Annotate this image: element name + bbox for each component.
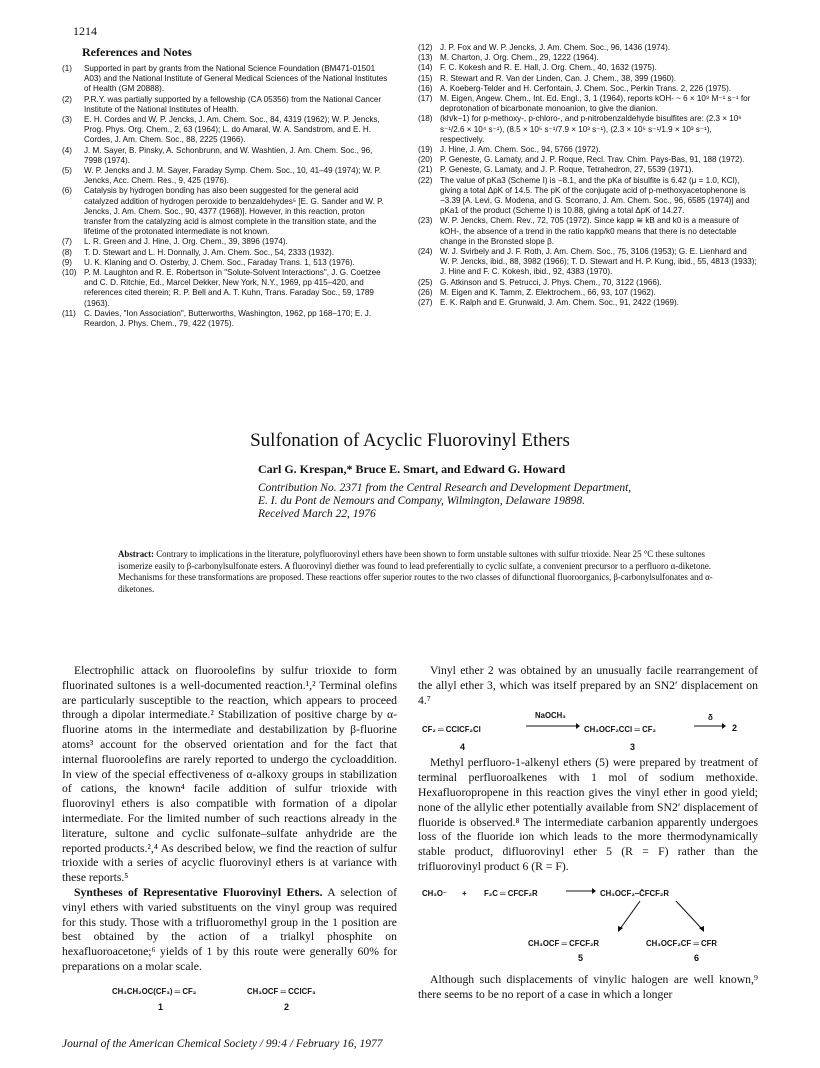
reference-text: U. K. Klaning and O. Osterby, J. Chem. Soc., Faraday Trans. 1, 513 (1976). xyxy=(84,257,355,267)
reference-item xyxy=(62,64,392,95)
reference-item xyxy=(418,145,758,155)
reference-item xyxy=(62,146,392,166)
reference-text: (kh/k−1) for p-methoxy-, p-chloro-, and p-nitrobenzaldehyde bisulfites are: (2.3 × 10⁶ s⁻¹/2.6 × 10⁴ s⁻¹), (8.5 × 10⁵ s⁻¹/7.9 × 10³ s⁻¹), (2.3 × 10⁵ s⁻¹/1.9 × 10³ s⁻¹), respectively. xyxy=(440,114,742,144)
reference-text: R. Stewart and R. Van der Linden, Can. J. Chem., 38, 399 (1960). xyxy=(440,73,677,83)
compound-1-formula: CH₃CH₂OC(CF₃) ═ CF₂ xyxy=(112,986,197,996)
reference-number: (15) xyxy=(418,73,433,83)
reference-number: (23) xyxy=(418,216,433,226)
references-heading: References and Notes xyxy=(82,45,192,59)
reference-number: (13) xyxy=(418,53,433,63)
reference-item xyxy=(418,247,758,278)
compound-number: 2 xyxy=(732,723,738,734)
reagent-label: NaOCH₃ xyxy=(535,711,566,721)
authors: Carl G. Krespan,* Bruce E. Smart, and Edward G. Howard xyxy=(258,462,566,476)
reference-number: (3) xyxy=(62,115,72,125)
reference-number: (8) xyxy=(62,247,72,257)
reference-number: (6) xyxy=(62,186,72,196)
contribution-line: Contribution No. 2371 from the Central Research and Development Department, xyxy=(258,482,632,494)
reference-number: (2) xyxy=(62,94,72,104)
branch-arrows xyxy=(598,899,748,933)
reference-number: (24) xyxy=(418,247,433,257)
reference-text: J. Hine, J. Am. Chem. Soc., 94, 5766 (1972). xyxy=(440,145,601,155)
reference-text: The value of pKa3 (Scheme I) is −8.1, and the pKa of bisulfite is 6.42 (μ = 1.0, KCl), giving a total ΔpK of 14.5. The pK of the conjugate acid of p-methoxyacetophenone is −3.39 [A. Levi, G. Modena, and G. Scorrano, J. Am. Chem. Soc., 96, 6585 (1974)] and pKa1 of the product (Scheme I) is 10.88, giving a total ΔpK of 14.27. xyxy=(440,175,750,216)
journal-footer: Journal of the American Chemical Society / 99:4 / February 16, 1977 xyxy=(62,1038,383,1050)
reference-number: (7) xyxy=(62,237,72,247)
body-left-column xyxy=(62,664,397,1013)
reference-number: (1) xyxy=(62,64,72,73)
reference-number: (12) xyxy=(418,43,433,52)
abstract xyxy=(118,549,718,595)
reference-text: P. M. Laughton and R. E. Robertson in "Solute-Solvent Interactions", J. G. Coetzee and C. D. Ritchie, Ed., Marcel Dekker, New York, N.Y., 1969, pp 415–420, and references cited therein; R. P. Bell and A. T. Kuhn, Trans. Faraday Soc., 59, 1789 (1963). xyxy=(84,268,381,308)
reference-item xyxy=(418,63,758,73)
reference-item xyxy=(418,94,758,114)
reference-item xyxy=(62,186,392,237)
body-paragraph: Vinyl ether 2 was obtained by an unusually facile rearrangement of the allyl ether 3, which was itself prepared by an SN2′ displacement on 4.⁷ xyxy=(418,664,758,707)
reference-number: (4) xyxy=(62,145,72,155)
compound-number: 2 xyxy=(284,1001,290,1012)
abstract-label: Abstract: xyxy=(118,549,154,559)
article-title: Sulfonation of Acyclic Fluorovinyl Ethers xyxy=(250,430,570,451)
reference-text: W. P. Jencks, Chem. Rev., 72, 705 (1972). Since kapp ≅ kB and k0 is a measure of kOH-, the absence of a trend in the ratio kapp/k0 means that there is no detectable change in the Bronsted slope β. xyxy=(440,216,739,246)
reference-text: E. H. Cordes and W. P. Jencks, J. Am. Chem. Soc., 84, 4319 (1962); W. P. Jencks, Prog. Phys. Org. Chem., 2, 63 (1964); L. do Amaral, W. A. Sandstrom, and E. H. Cordes, J. Am. Chem. Soc., 88, 2225 (1966). xyxy=(84,115,380,145)
references-left-column xyxy=(62,64,392,329)
reference-item xyxy=(418,84,758,94)
body-right-column xyxy=(418,664,758,1002)
reaction-arrow xyxy=(566,886,596,896)
reference-item xyxy=(62,248,392,258)
reference-item xyxy=(62,268,392,309)
scheme-compounds-1-2 xyxy=(62,981,397,1013)
reference-text: G. Atkinson and S. Petrucci, J. Phys. Chem., 70, 3122 (1966). xyxy=(440,277,662,287)
reference-item xyxy=(418,216,758,247)
reference-number: (16) xyxy=(418,83,433,93)
page-number: 1214 xyxy=(73,24,97,38)
methoxide-ion: CH₃O⁻ xyxy=(422,888,448,898)
reference-number: (27) xyxy=(418,298,433,308)
reference-text: M. Eigen and K. Tamm, Z. Elektrochem., 66, 93, 107 (1962). xyxy=(440,287,656,297)
carbanion-intermediate: CH₃OCF₂–C̄FCF₂R xyxy=(600,888,670,898)
reference-number: (10) xyxy=(62,268,77,278)
reference-number: (18) xyxy=(418,114,433,124)
scheme-allyl-ether xyxy=(418,708,758,756)
reference-text: E. K. Ralph and E. Grunwald, J. Am. Chem. Soc., 91, 2422 (1969). xyxy=(440,298,679,308)
reference-text: P. Geneste, G. Lamaty, and J. P. Roque, Recl. Trav. Chim. Pays-Bas, 91, 188 (1972). xyxy=(440,155,745,165)
reference-text: L. R. Green and J. Hine, J. Org. Chem., 39, 3896 (1974). xyxy=(84,237,288,247)
compound-number: 1 xyxy=(158,1001,164,1012)
references-right-column xyxy=(418,43,758,308)
reference-number: (26) xyxy=(418,287,433,297)
plus-sign: + xyxy=(462,888,467,898)
arrow-label: δ xyxy=(708,713,713,723)
reference-text: W. P. Jencks and J. M. Sayer, Faraday Symp. Chem. Soc., 10, 41–49 (1974); W. P. Jencks, Acc. Chem. Res., 9, 425 (1976). xyxy=(84,166,382,186)
contribution-line: E. I. du Pont de Nemours and Company, Wilmington, Delaware 19898. xyxy=(258,495,585,507)
compound-5-formula: CH₃OCF ═ CFCF₂R xyxy=(528,938,600,948)
reference-number: (14) xyxy=(418,63,433,73)
reference-item xyxy=(62,166,392,186)
reference-number: (5) xyxy=(62,166,72,176)
reference-number: (11) xyxy=(62,308,76,318)
reference-text: Catalysis by hydrogen bonding has also been suggested for the general acid catalyzed addition of hydrogen peroxide to benzaldehydes⁵ [E. G. Sander and W. P. Jencks, J. Am. Chem. Soc., 90, 4377 (1968)]. However, in this reaction, proton transfer from the catalyzing acid is almost complete in the transition state, and the lifetime of the protonated intermediate is not known. xyxy=(84,186,384,237)
reference-item xyxy=(418,288,758,298)
reference-text: J. P. Fox and W. P. Jencks, J. Am. Chem. Soc., 96, 1436 (1974). xyxy=(440,43,671,52)
reaction-arrow xyxy=(526,721,580,731)
reference-item xyxy=(62,115,392,146)
compound-4-formula: CF₂ ═ CClCF₂Cl xyxy=(422,725,481,735)
reference-number: (21) xyxy=(418,165,433,175)
perfluoroalkene: F₂C ═ CFCF₂R xyxy=(484,888,538,898)
compound-number: 3 xyxy=(630,742,636,753)
received-date: Received March 22, 1976 xyxy=(258,508,376,520)
reference-text: A. Koeberg-Telder and H. Cerfontain, J. Chem. Soc., Perkin Trans. 2, 226 (1975). xyxy=(440,83,732,93)
reference-item xyxy=(418,53,758,63)
reference-item xyxy=(418,176,758,217)
compound-number: 5 xyxy=(578,952,584,963)
compound-number: 4 xyxy=(460,742,466,753)
reference-text: C. Davies, "Ion Association", Butterworths, Washington, 1962, pp 168–170; E. J. Reardon, J. Phys. Chem., 79, 422 (1975). xyxy=(84,308,372,329)
scheme-numbers xyxy=(418,952,758,973)
reference-item xyxy=(418,114,758,145)
reference-number: (9) xyxy=(62,257,72,267)
reference-text: P.R.Y. was partially supported by a fellowship (CA 05356) from the National Cancer Institute of the National Institutes of Health. xyxy=(84,94,382,114)
abstract-text: Contrary to implications in the literature, polyfluorovinyl ethers have been shown to form unstable sultones with sulfur trioxide. Near 25 °C these sultones isomerize easily to β-carbonylsulfonate esters. A fluorovinyl diether was found to lead preferentially to cyclic sulfate, a convenient precursor to a perfluoro α-diketone. Mechanisms for these transformations are proposed. These reactions offer superior routes to the two classes of difunctional fluoroorganics, β-carbonylsulfonates and α-diketones. xyxy=(118,549,713,594)
reference-item xyxy=(418,74,758,84)
body-paragraph: Methyl perfluoro-1-alkenyl ethers (5) were prepared by treatment of terminal perfluoroalkenes with 1 mol of sodium methoxide. Hexafluoropropene in this reaction gives the vinyl ether in good yield; none of the allylic ether potentially available from SN2′ displacement of fluoride is observed.⁸ The intermediate carbanion apparently undergoes loss of the fluoride ion which leads to the more thermodynamically stable product, difluorovinyl ether 5 (R = F) rather than the trifluorovinyl product 6 (R = F). xyxy=(418,756,758,873)
reference-text: M. Charton, J. Org. Chem., 29, 1222 (1964). xyxy=(440,53,599,63)
compound-number: 6 xyxy=(694,952,700,963)
reference-text: Supported in part by grants from the National Science Foundation (BM471-01501 A03) and the National Institute of General Medical Sciences of the National Institutes of Health (GM 20888). xyxy=(84,64,388,94)
reference-item xyxy=(62,95,392,115)
reference-item xyxy=(62,237,392,247)
reference-text: W. J. Svirbely and J. F. Roth, J. Am. Chem. Soc., 75, 3106 (1953); G. E. Lienhard and W. P. Jencks, ibid., 88, 3982 (1966); T. D. Stewart and H. P. Kung, ibid., 55, 4813 (1933); J. Hine and F. C. Kokesh, ibid., 92, 4383 (1970). xyxy=(440,247,757,277)
reference-text: T. D. Stewart and L. H. Donnally, J. Am. Chem. Soc., 54, 2333 (1932). xyxy=(84,247,334,257)
reference-item xyxy=(62,258,392,268)
reference-text: M. Eigen, Angew. Chem., Int. Ed. Engl., 3, 1 (1964), reports kOH- ~ 6 × 10⁹ M⁻¹ s⁻¹ for deprotonation of bicarbonate monoanion, to give the dianion. xyxy=(440,94,751,114)
reference-item xyxy=(418,278,758,288)
body-paragraph: Syntheses of Representative Fluorovinyl Ethers. A selection of vinyl ethers with varied substituents on the vinyl group was required for this study. Those with a trifluoromethyl group in the 1 position are best obtained by the action of a trialkyl phosphite on hexafluoroacetone;⁶ yields of 1 by this route were generally 60% for preparations on a molar scale. xyxy=(62,885,397,973)
reference-number: (25) xyxy=(418,277,433,287)
reference-text: P. Geneste, G. Lamaty, and J. P. Roque, Tetrahedron, 27, 5539 (1971). xyxy=(440,165,694,175)
compound-6-formula: CH₃OCF₂CF ═ CFR xyxy=(646,938,718,948)
reference-number: (22) xyxy=(418,175,433,185)
reaction-arrow xyxy=(694,721,726,731)
reference-number: (20) xyxy=(418,155,433,165)
reference-text: F. C. Kokesh and R. E. Hall, J. Org. Chem., 40, 1632 (1975). xyxy=(440,63,657,73)
reference-item xyxy=(418,155,758,165)
contribution-info xyxy=(258,482,678,521)
scheme-methoxide xyxy=(418,879,758,957)
section-heading: Syntheses of Representative Fluorovinyl Ethers. xyxy=(74,885,323,899)
reference-text: J. M. Sayer, B. Pinsky, A. Schonbrunn, and W. Washtien, J. Am. Chem. Soc., 96, 7998 (1974). xyxy=(84,145,373,165)
reference-item xyxy=(418,165,758,175)
reference-item xyxy=(418,298,758,308)
reference-number: (17) xyxy=(418,94,433,104)
reference-item xyxy=(62,309,392,329)
body-paragraph: Electrophilic attack on fluoroolefins by sulfur trioxide to form fluorinated sultones is a well-documented reaction.¹,² Terminal olefins are particularly susceptible to the reaction, which appears to proceed through a dipolar intermediate.² Stabilization of positive charge by α-fluorine atoms in the intermediate and destabilization by β-fluorine atoms³ account for the observed orientation and for the fact that internal fluoroolefins are rarely reported to undergo the cycloaddition. In view of the special effectiveness of α-alkoxy groups in stabilization of cations, the known⁴ facile addition of sulfur trioxide with fluorovinyl ethers is also compatible with formation of a dipolar intermediate. For the limited number of such reactions already in the literature, sultone and cyclic sulfonate–sulfate anhydride are the reported products.²,⁴ As described below, we find the reaction of sulfur trioxide with a series of acyclic fluorovinyl ethers is at variance with these reports.⁵ xyxy=(62,664,397,885)
compound-3-formula: CH₃OCF₂CCl ═ CF₂ xyxy=(584,725,656,735)
compound-2-formula: CH₃OCF ═ CClCF₃ xyxy=(247,986,316,996)
body-paragraph: Although such displacements of vinylic halogen are well known,⁹ there seems to be no report of a case in which a longer xyxy=(418,972,758,1001)
reference-item xyxy=(418,43,758,53)
reference-number: (19) xyxy=(418,145,433,155)
